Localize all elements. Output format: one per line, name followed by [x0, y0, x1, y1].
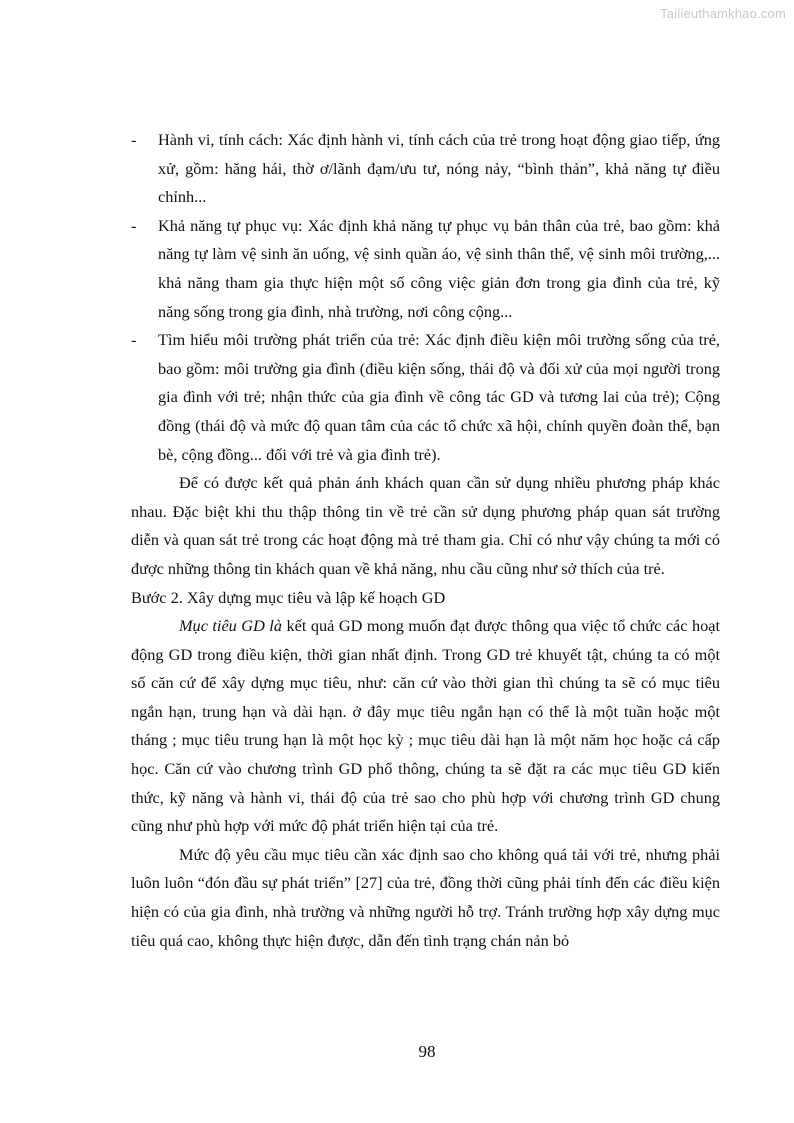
page-number: 98 [418, 1042, 436, 1061]
bullet-dash: - [131, 130, 137, 149]
bullet-dash: - [131, 330, 137, 350]
bullet-text: Hành vi, tính cách: Xác định hành vi, tính cách của trẻ trong hoạt động giao tiếp, ứng xử, gồm: hăng hái, thờ ơ/lãnh đạm/ưu tư, nóng nảy, “bình thản”, khả năng tự điều chỉnh... [158, 130, 720, 207]
bullet-item [131, 212, 720, 326]
bullet-text: Tìm hiểu môi trường phát triển của trẻ: Xác định điều kiện môi trường sống của trẻ, bao gồm: môi trường gia đình (điều kiện sống, thái độ và đối xử của mọi người trong gia đình với trẻ; nhận thức của gia đình về công tác GD và tương lai của trẻ); Cộng đồng (thái độ và mức độ quan tâm của các tổ chức xã hội, chính quyền đoàn thể, bạn bè, cộng đồng... đối với trẻ và gia đình trẻ). [158, 330, 720, 464]
bullet-item [131, 326, 720, 469]
paragraph-results: Để có được kết quả phản ánh khách quan cần sử dụng nhiều phương pháp khác nhau. Đặc biệt khi thu thập thông tin về trẻ cần sử dụng phương pháp quan sát trường diễn và quan sát trẻ trong các hoạt động mà trẻ tham gia. Chỉ có như vậy chúng ta mới có được những thông tin khách quan về khả năng, nhu cầu cũng như sở thích của trẻ. [131, 473, 720, 578]
page-body [131, 126, 720, 955]
paragraph-goals-text: kết quả GD mong muốn đạt được thông qua việc tổ chức các hoạt động GD trong điều kiện, thời gian nhất định. Trong GD trẻ khuyết tật, chúng ta có một số căn cứ để xây dựng mục tiêu, như: căn cứ vào thời gian thì chúng ta sẽ có mục tiêu ngắn hạn, trung hạn và dài hạn. ở đây mục tiêu ngắn hạn có thể là một tuần hoặc một tháng ; mục tiêu trung hạn là một học kỳ ; mục tiêu dài hạn là một năm học hoặc cả cấp học. Căn cứ vào chương trình GD phổ thông, chúng ta sẽ đặt ra các mục tiêu GD kiến thức, kỹ năng và hành vi, thái độ của trẻ sao cho phù hợp với chương trình GD chung cũng như phù hợp với mức độ phát triển hiện tại của trẻ. [131, 616, 721, 836]
bullet-dash: - [131, 215, 137, 235]
section-heading: Bước 2. Xây dựng mục tiêu và lập kế hoạch GD [131, 587, 446, 607]
italic-lead: Mục tiêu GD là [179, 616, 282, 636]
bullet-item [131, 126, 720, 212]
bullet-text: Khả năng tự phục vụ: Xác định khả năng tự phục vụ bản thân của trẻ, bao gồm: khả năng tự làm vệ sinh ăn uống, vệ sinh quần áo, vệ sinh thân thể, vệ sinh môi trường,... khả năng tham gia thực hiện một số công việc giản đơn trong gia đình của trẻ, kỹ năng sống trong gia đình, nhà trường, nơi công cộng... [158, 215, 720, 321]
paragraph-requirements: Mức độ yêu cầu mục tiêu cần xác định sao cho không quá tải với trẻ, nhưng phải luôn luôn “đón đầu sự phát triển” [27] của trẻ, đồng thời cũng phải tính đến các điều kiện hiện có của gia đình, nhà trường và những người hỗ trợ. Tránh trường hợp xây dựng mục tiêu quá cao, không thực hiện được, dẫn đến tình trạng chán nản bỏ [131, 844, 720, 950]
watermark: Tailieuthamkhao.com [660, 6, 786, 21]
paragraph-goals [131, 612, 720, 841]
